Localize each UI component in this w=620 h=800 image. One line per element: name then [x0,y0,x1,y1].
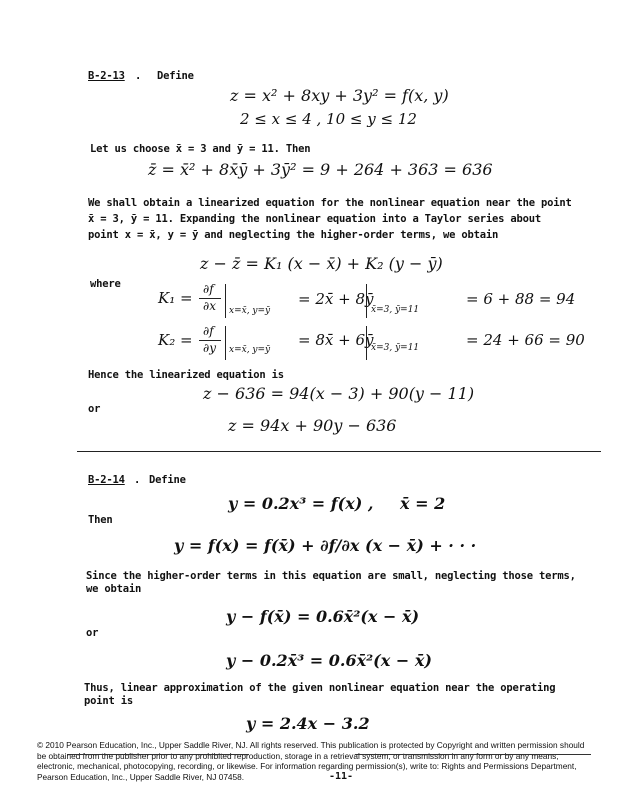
k2-derivative-expression: = 8x̄ + 6ȳ [298,331,374,349]
equation-final-form: z = 94x + 90y − 636 [228,416,397,435]
k1-substitution: x̄=3, ȳ=11 [371,305,420,315]
k1-result: = 6 + 88 = 94 [466,290,576,308]
strikethrough-line [67,754,249,755]
hence-text: Hence the linearized equation is [88,369,284,381]
k1-evaluation-point: x=x̄, y=ȳ [229,306,271,316]
evaluation-bar [366,284,367,318]
then-label: Then [88,514,113,526]
equation-operating-point: x̄ = 2 [400,494,446,513]
copyright-notice: © 2010 Pearson Education, Inc., Upper Saddle River, NJ. All rights reserved. This publication is protected by Copyright and written permission should be obtained from the publisher prior to any prohibited reproduction, storage in a retrieval system, or transmission in any form or by any means, electronic, mechanical, photocopying, recording, or likewise. For information regarding permission(s), write to: Rights and Permissions Department, Pearson Education, Inc., Upper Saddle River, NJ 07458. [37,740,585,782]
k2-result: = 24 + 66 = 90 [466,331,585,349]
paragraph-line: point is [84,695,133,707]
choose-point-text: Let us choose x̄ = 3 and ȳ = 11. Then [90,143,311,155]
evaluation-bar [225,284,226,318]
paragraph-line: we obtain [86,583,142,595]
k1-derivative-expression: = 2x̄ + 8ȳ [298,290,374,308]
equation-z-bar: z̄ = x̄² + 8x̄ȳ + 3ȳ² = 9 + 264 + 363 = 636 [148,160,493,179]
paragraph-line: Since the higher-order terms in this equation are small, neglecting those terms, [86,570,576,582]
equation-linearized-form: z − z̄ = K₁ (x − x̄) + K₂ (y − ȳ) [200,254,443,273]
paragraph-line: point x = x̄, y = ȳ and neglecting the higher-order terms, we obtain [88,229,499,241]
equation-first-order: y − f(x̄) = 0.6x̄²(x − x̄) [226,607,420,626]
or-label: or [86,627,99,639]
k1-partial-denominator: ∂x [203,299,216,313]
equation-linear-approximation: y = 2.4x − 3.2 [246,714,370,733]
paragraph-line: Thus, linear approximation of the given nonlinear equation near the operating [84,682,556,694]
k1-label: K₁ = [158,289,193,307]
define-label: Define [149,474,186,486]
paragraph-line: x̄ = 3, ȳ = 11. Expanding the nonlinear equation into a Taylor series about [88,213,541,225]
equation-cubic-function: y = 0.2x³ = f(x) , [228,494,374,513]
equation-domain-range: 2 ≤ x ≤ 4 , 10 ≤ y ≤ 12 [240,110,417,128]
or-label: or [88,403,101,415]
equation-substituted: y − 0.2x̄³ = 0.6x̄²(x − x̄) [226,651,432,670]
k2-substitution: x̄=3, ȳ=11 [371,343,420,353]
evaluation-bar [366,326,367,360]
equation-taylor-expansion: y = f(x) = f(x̄) + ∂f/∂x (x − x̄) + · · · [174,536,477,555]
evaluation-bar [225,326,226,360]
page-number: -11- [329,771,354,782]
k1-partial-numerator: ∂f [203,282,214,296]
equation-linearized-result: z − 636 = 94(x − 3) + 90(y − 11) [203,384,475,403]
problem-label-b-2-14: B-2-14 [88,474,125,486]
strikethrough-line [355,754,591,755]
equation-function-definition: z = x² + 8xy + 3y² = f(x, y) [230,86,449,105]
k2-label: K₂ = [158,331,193,349]
define-label: Define [157,70,194,82]
k2-evaluation-point: x=x̄, y=ȳ [229,345,271,355]
paragraph-line: We shall obtain a linearized equation for the nonlinear equation near the point [88,197,572,209]
k2-partial-numerator: ∂f [203,324,214,338]
section-divider [77,451,601,452]
label-period: . [135,70,142,82]
where-label: where [90,278,121,290]
label-period: . [134,474,141,486]
problem-label-b-2-13: B-2-13 [88,70,125,82]
k2-partial-denominator: ∂y [203,341,216,355]
